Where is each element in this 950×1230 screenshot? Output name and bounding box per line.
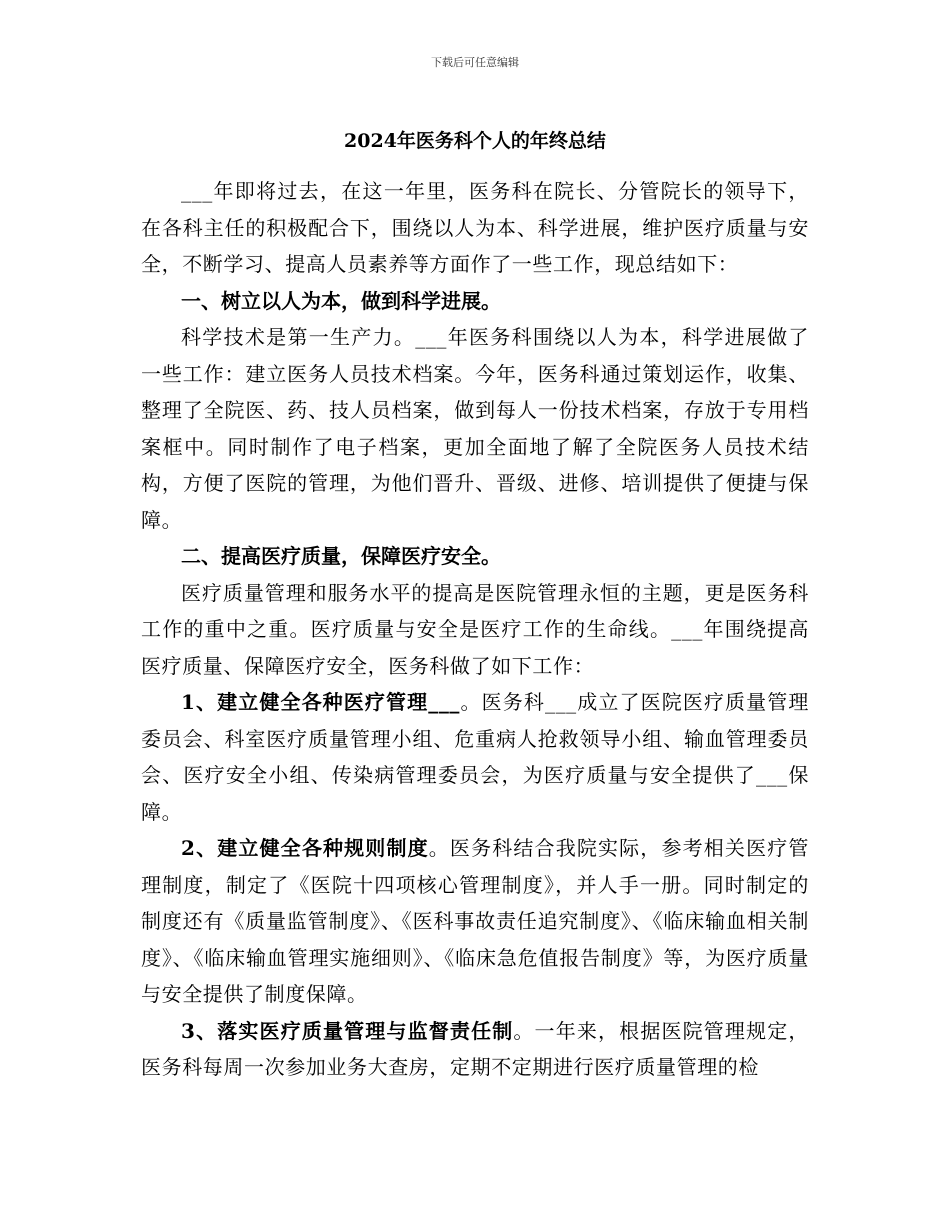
item-3-lead: 3、落实医疗质量管理与监督责任制	[181, 1018, 514, 1043]
document-title: 2024年医务科个人的年终总结	[344, 130, 606, 152]
item-3-paragraph	[141, 1013, 809, 1086]
item-2-paragraph	[141, 830, 809, 1013]
section-heading-1: 一、树立以人为本，做到科学进展。	[181, 288, 501, 313]
item-1-paragraph	[141, 684, 809, 830]
section-1-paragraph: 科学技术是第一生产力。___年医务科围绕以人为本，科学进展做了一些工作：建立医务人员技术档案。今年，医务科通过策划运作，收集、整理了全院医、药、技人员档案，做到每人一份技术档案，存放于专用档案框中。同时制作了电子档案，更加全面地了解了全院医务人员技术结构，方便了医院的管理，为他们晋升、晋级、进修、培训提供了便捷与保障。	[141, 325, 809, 532]
section-2-paragraph: 医疗质量管理和服务水平的提高是医院管理永恒的主题，更是医务科工作的重中之重。医疗质量与安全是医疗工作的生命线。___年围绕提高医疗质量、保障医疗安全，医务科做了如下工作：	[141, 580, 809, 678]
item-3-text: 。一年来，根据医院管理规定，医务科每周一次参加业务大查房，定期不定期进行医疗质量管理的检	[141, 1018, 809, 1079]
section-heading-2: 二、提高医疗质量，保障医疗安全。	[181, 544, 501, 568]
item-2-lead: 2、建立健全各种规则制度	[181, 836, 429, 860]
item-2-text: 。医务科结合我院实际，参考相关医疗管理制度，制定了《医院十四项核心管理制度》，并人手一册。同时制定的制度还有《质量监管制度》、《医科事故责任追究制度》、《临床输血相关制度》、《临床输血管理实施细则》、《临床急危值报告制度》等，为医疗质量与安全提供了制度保障。	[141, 836, 809, 1006]
intro-paragraph: ___年即将过去，在这一年里，医务科在院长、分管院长的领导下，在各科主任的积极配合下，围绕以人为本、科学进展，维护医疗质量与安全，不断学习、提高人员素养等方面作了一些工作，现总结如下：	[141, 179, 809, 276]
document-body	[141, 173, 809, 1086]
item-1-lead: 1、建立健全各种医疗管理___	[181, 690, 461, 714]
item-1-text: 。医务科___成立了医院医疗质量管理委员会、科室医疗质量管理小组、危重病人抢救领导小组、输血管理委员会、医疗安全小组、传染病管理委员会，为医疗质量与安全提供了___保障。	[141, 690, 809, 824]
header-note: 下载后可任意编辑	[431, 56, 519, 69]
